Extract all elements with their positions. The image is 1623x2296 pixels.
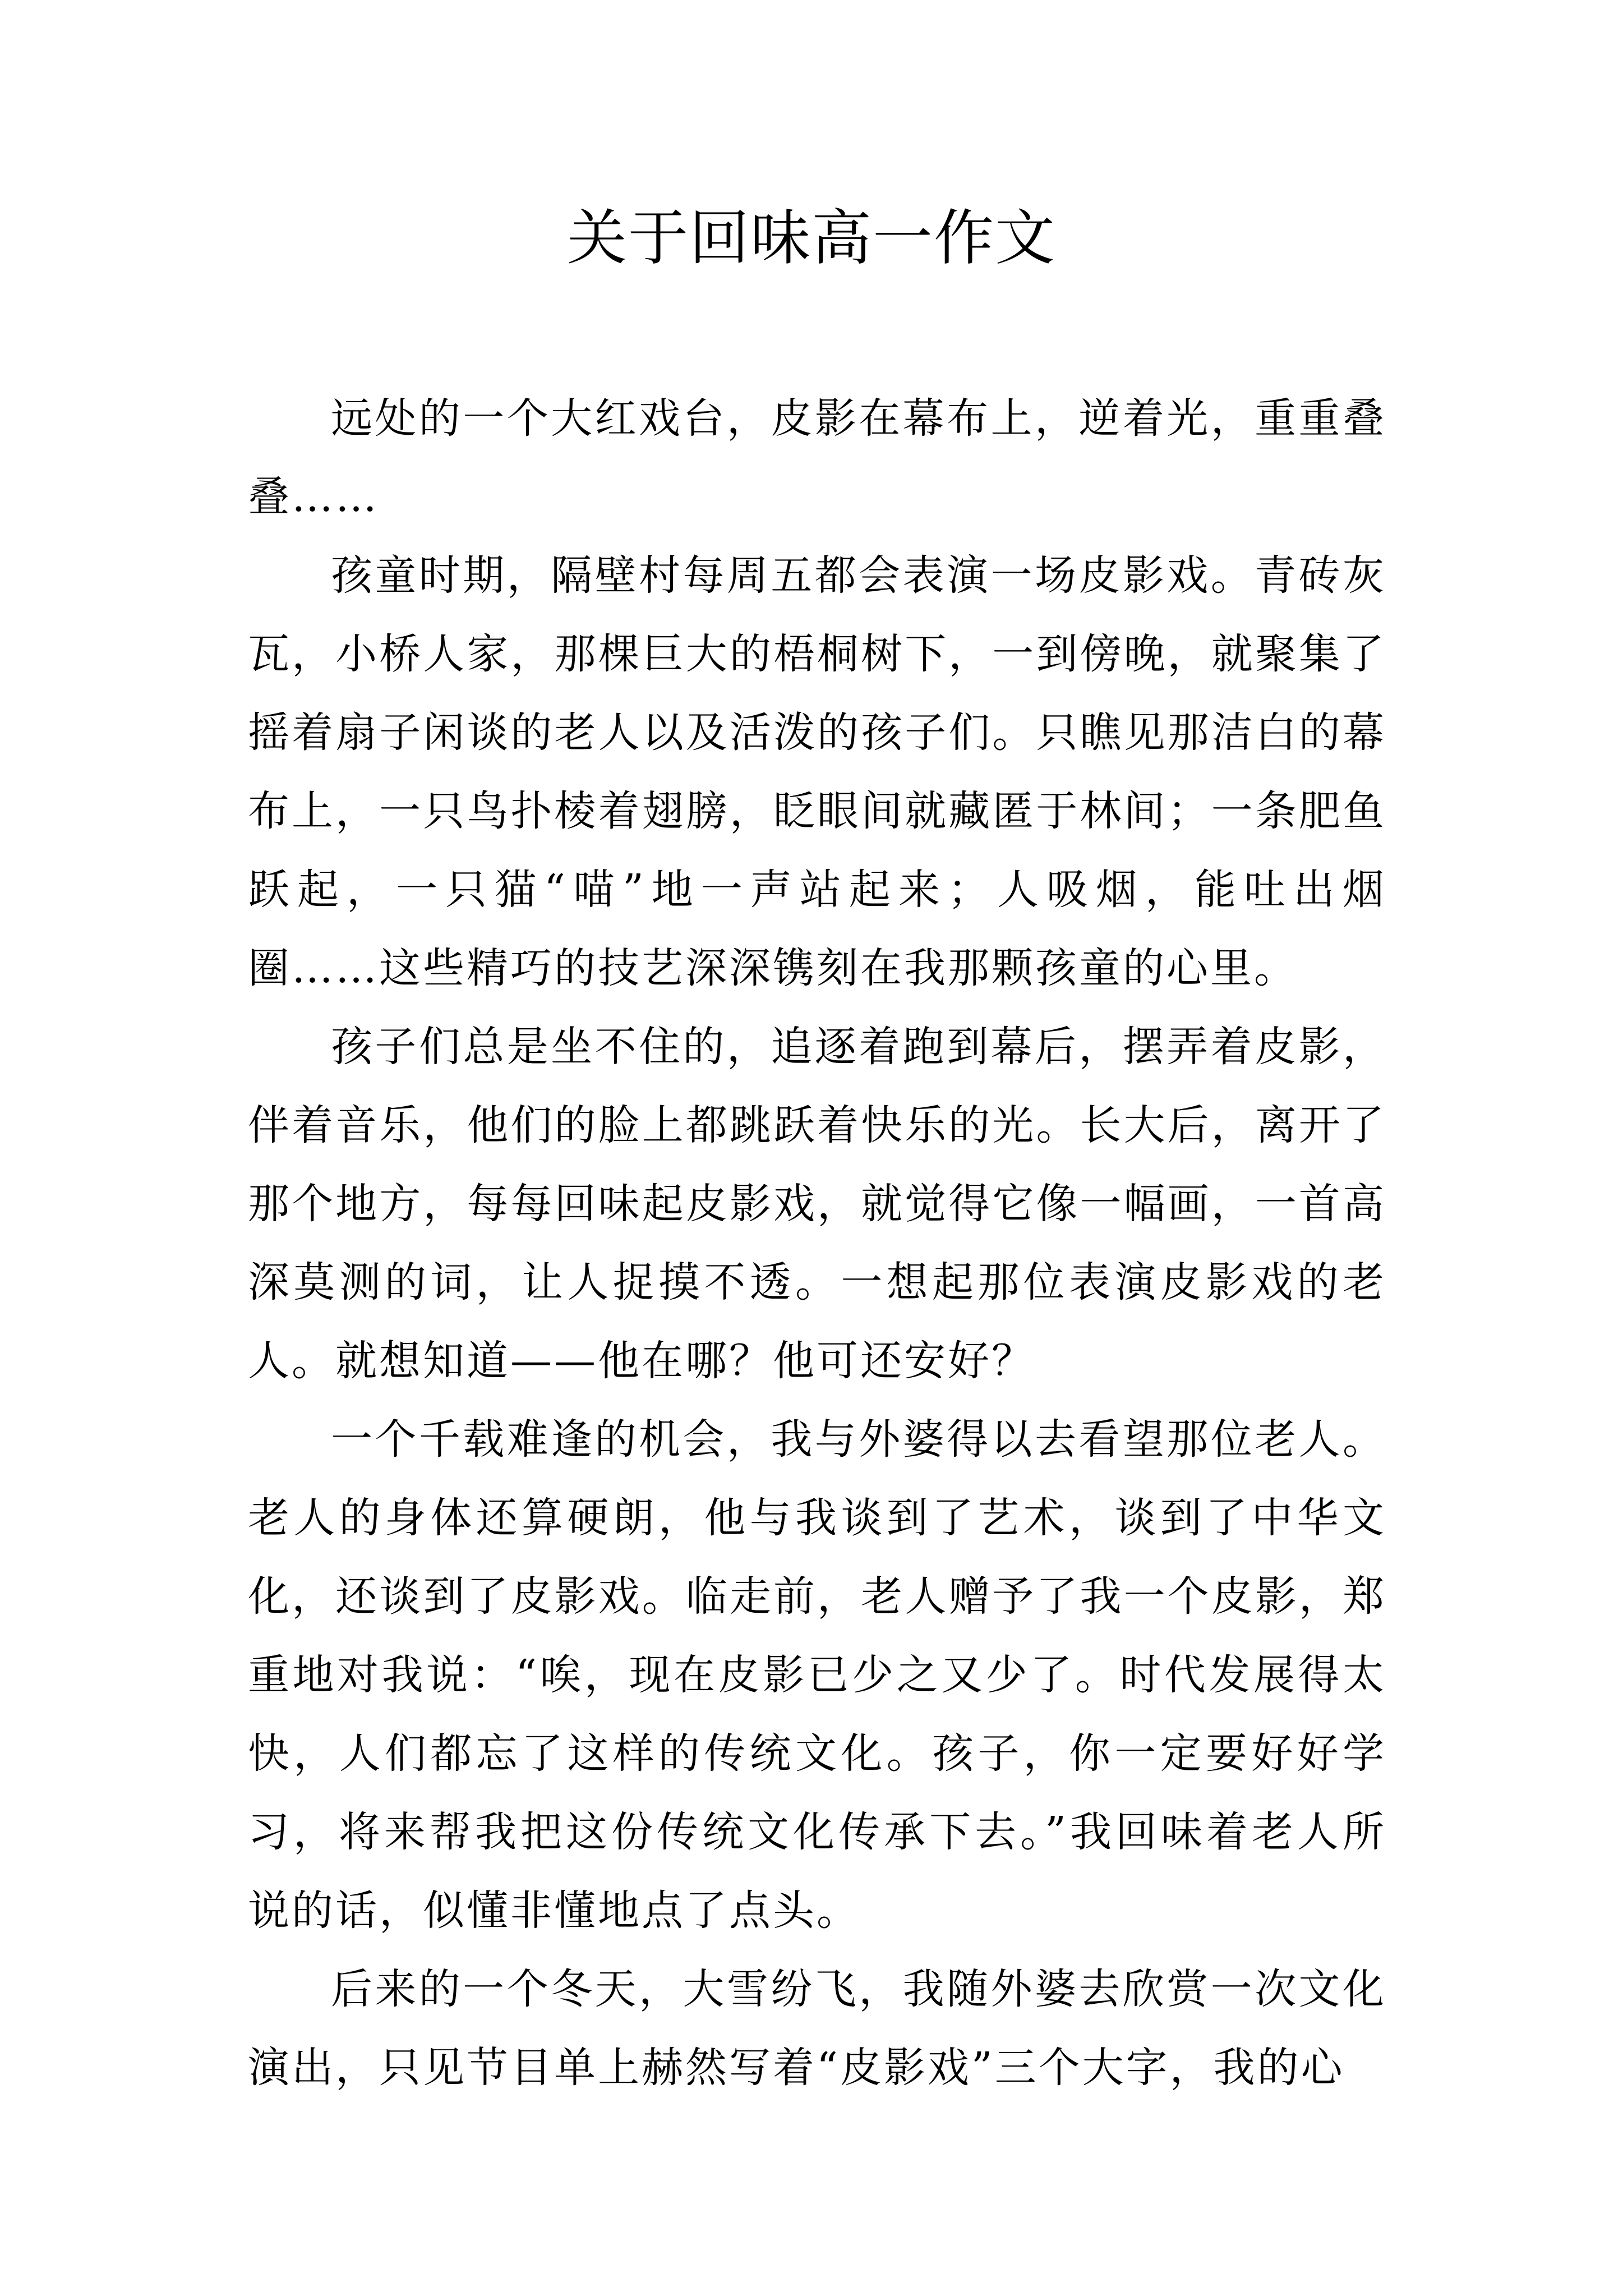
document-body bbox=[248, 379, 1386, 2107]
paragraph-5: 后来的一个冬天，大雪纷飞，我随外婆去欣赏一次文化演出，只见节目单上赫然写着“皮影戏”三个大字，我的心 bbox=[248, 1965, 1386, 2092]
paragraph-4: 一个千载难逢的机会，我与外婆得以去看望那位老人。老人的身体还算硬朗，他与我谈到了艺术，谈到了中华文化，还谈到了皮影戏。临走前，老人赠予了我一个皮影，郑重地对我说：“唉，现在皮影已少之又少了。时代发展得太快，人们都忘了这样的传统文化。孩子，你一定要好好学习，将来帮我把这份传统文化传承下去。”我回味着老人所说的话，似懂非懂地点了点头。 bbox=[248, 1415, 1386, 1935]
paragraph-1: 远处的一个大红戏台，皮影在幕布上，逆着光，重重叠叠…… bbox=[248, 394, 1386, 521]
document-title: 关于回味高一作文 bbox=[566, 204, 1056, 273]
paragraph-3: 孩子们总是坐不住的，追逐着跑到幕后，摆弄着皮影，伴着音乐，他们的脸上都跳跃着快乐的光。长大后，离开了那个地方，每每回味起皮影戏，就觉得它像一幅画，一首高深莫测的词，让人捉摸不透。一想起那位表演皮影戏的老人。就想知道——他在哪？他可还安好？ bbox=[248, 1023, 1386, 1385]
paragraph-2: 孩童时期，隔壁村每周五都会表演一场皮影戏。青砖灰瓦，小桥人家，那棵巨大的梧桐树下，一到傍晚，就聚集了摇着扇子闲谈的老人以及活泼的孩子们。只瞧见那洁白的幕布上，一只鸟扑棱着翅膀，眨眼间就藏匿于林间；一条肥鱼跃起，一只猫“喵”地一声站起来；人吸烟，能吐出烟圈……这些精巧的技艺深深镌刻在我那颗孩童的心里。 bbox=[248, 551, 1386, 992]
